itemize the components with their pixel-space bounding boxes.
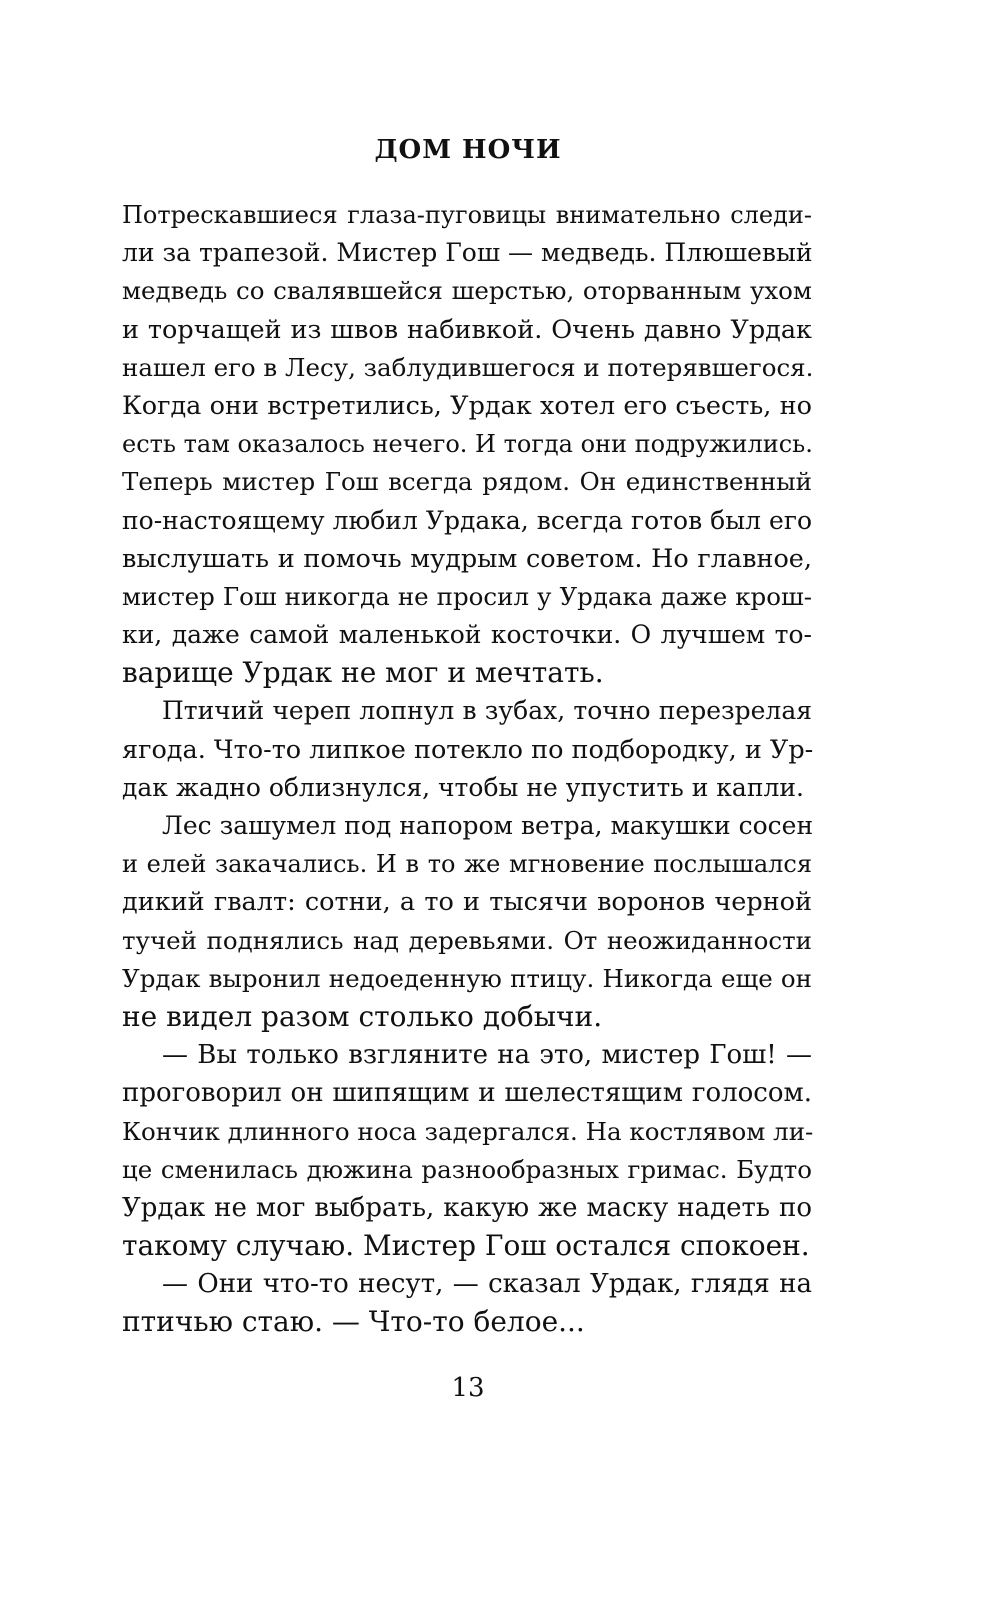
text-line: Когда они встретились, Урдак хотел его съесть, но: [122, 390, 812, 421]
text-line: Урдак не мог выбрать, какую же маску надеть по: [122, 1192, 812, 1223]
text-line: дак жадно облизнулся, чтобы не упустить и капли.: [122, 772, 804, 802]
page-number: 13: [451, 1373, 485, 1403]
text-line: Птичий череп лопнул в зубах, точно перезрелая: [162, 696, 812, 726]
text-line: тучей поднялись над деревьями. От неожиданности: [122, 925, 812, 955]
text-line: по-настоящему любил Урдака, всегда готов был его: [122, 505, 812, 535]
text-line: Потрескавшиеся глаза-пуговицы внимательно следи-: [122, 201, 812, 229]
text-line: выслушать и помочь мудрым советом. Но главное,: [122, 543, 812, 574]
text-line: — Вы только взгляните на это, мистер Гош! —: [162, 1040, 812, 1071]
text-line: Лес зашумел под напором ветра, макушки сосен: [162, 811, 814, 840]
text-line: дикий гвалт: сотни, а то и тысячи воронов черной: [122, 887, 812, 918]
text-line: нашел его в Лесу, заблудившегося и потерявшегося.: [122, 352, 814, 382]
text-line: — Они что-то несут, — сказал Урдак, глядя на: [162, 1269, 812, 1300]
text-line: и елей закачались. И в то же мгновение послышался: [122, 850, 812, 879]
text-line: проговорил он шипящим и шелестящим голосом.: [122, 1078, 812, 1109]
text-line: ки, даже самой маленькой косточки. О лучшем то-: [122, 620, 812, 650]
text-line: птичью стаю. — Что-то белое...: [122, 1305, 585, 1339]
text-line: Урдак выронил недоеденную птицу. Никогда еще он: [122, 963, 812, 993]
running-head: ДОМ НОЧИ: [374, 135, 562, 165]
text-line: Теперь мистер Гош всегда рядом. Он единственный: [122, 467, 812, 497]
text-line: ли за трапезой. Мистер Гош — медведь. Плюшевый: [122, 238, 813, 268]
text-line: мистер Гош никогда не просил у Урдака даже крош-: [122, 581, 812, 611]
text-line: такому случаю. Мистер Гош остался спокоен.: [122, 1229, 810, 1263]
body-text: [122, 196, 812, 1342]
text-line: варище Урдак не мог и мечтать.: [122, 656, 604, 690]
text-line: есть там оказалось нечего. И тогда они подружились.: [122, 430, 813, 459]
text-line: медведь со свалявшейся шерстью, оторванным ухом: [122, 276, 812, 306]
text-line: Кончик длинного носа задергался. На костлявом ли-: [122, 1116, 814, 1146]
text-line: це сменилась дюжина разнообразных гримас. Будто: [122, 1154, 812, 1184]
text-line: и торчащей из швов набивкой. Очень давно Урдак: [122, 314, 812, 345]
text-line: не видел разом столько добычи.: [122, 999, 603, 1033]
text-line: ягода. Что-то липкое потекло по подбородку, и Ур-: [122, 734, 814, 765]
